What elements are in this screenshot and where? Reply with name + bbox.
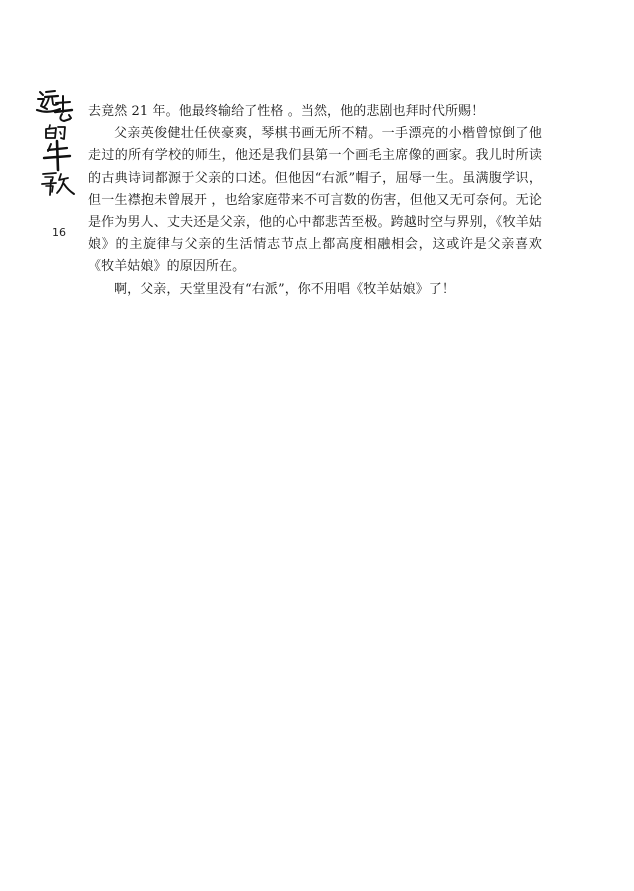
book-title-calligraphy-logo [34,88,76,196]
calligraphy-logo-icon [34,88,76,196]
article-body [88,101,542,301]
paragraph-father-portrait: 父亲英俊健壮任侠豪爽，琴棋书画无所不精。一手漂亮的小楷曾惊倒了他走过的所有学校的师生，他还是我们县第一个画毛主席像的画家。我儿时所读的古典诗词都源于父亲的口述。但他因“右派”帽子，屈辱一生。虽满腹学识，但一生襟抱未曾展开 ，也给家庭带来不可言数的伤害，但他又无可奈何。无论是作为男人、丈夫还是父亲，他的心中都悲苦至极。跨越时空与界别，《牧羊姑娘》的主旋律与父亲的生活情志节点上都高度相融相会，这或许是父亲喜欢《牧羊姑娘》的原因所在。 [88,126,542,275]
paragraph-closing: 啊，父亲，天堂里没有“右派”，你不用唱《牧羊姑娘》了！ [114,281,455,297]
page-number: 16 [52,226,66,239]
paragraph-continuation: 去竟然 21 年。他最终输给了性格 。当然，他的悲剧也拜时代所赐！ [88,104,485,119]
